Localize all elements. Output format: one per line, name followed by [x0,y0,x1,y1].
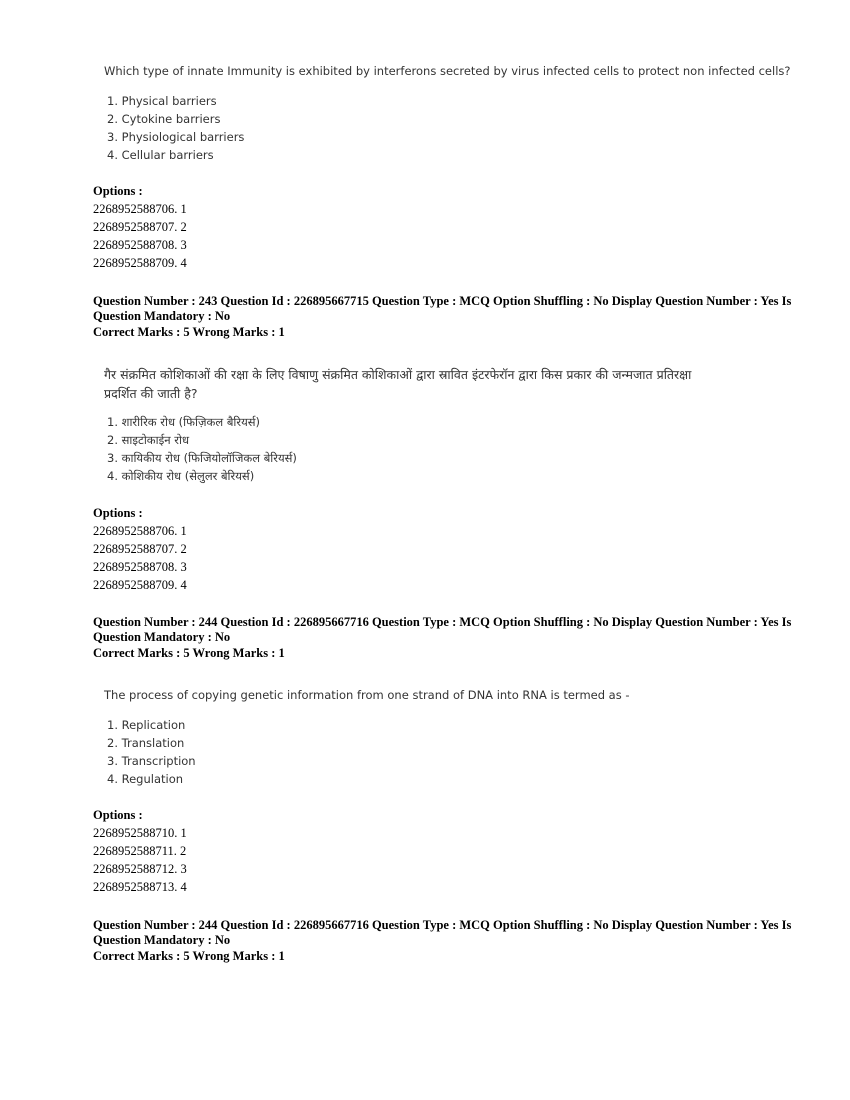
options-label: Options : [93,808,143,822]
question-text: प्रदर्शित की जाती है? [104,386,198,401]
marks-info: Correct Marks : 5 Wrong Marks : 1 [93,646,285,660]
option-id: 2268952588708. 3 [93,238,187,252]
option-id: 2268952588709. 4 [93,578,187,592]
choice-item: 1. शारीरिक रोध (फिज़िकल बैरियर्स) [107,415,260,429]
choice-item: 4. Cellular barriers [107,148,214,162]
choice-item: 2. Cytokine barriers [107,112,221,126]
option-id: 2268952588706. 1 [93,524,187,538]
choice-item: 2. Translation [107,736,185,750]
marks-info: Correct Marks : 5 Wrong Marks : 1 [93,325,285,339]
marks-info: Correct Marks : 5 Wrong Marks : 1 [93,949,285,963]
choice-item: 1. Replication [107,718,186,732]
question-meta: Question Mandatory : No [93,933,231,947]
choice-item: 2. साइटोकाईन रोध [107,433,190,447]
option-id: 2268952588710. 1 [93,826,187,840]
question-meta: Question Mandatory : No [93,630,231,644]
choice-item: 4. कोशिकीय रोध (सेलुलर बेरियर्स) [107,469,255,483]
choice-item: 1. Physical barriers [107,94,217,108]
choice-item: 3. Physiological barriers [107,130,245,144]
option-id: 2268952588711. 2 [93,844,187,858]
options-label: Options : [93,184,143,198]
option-id: 2268952588713. 4 [93,880,187,894]
question-meta: Question Number : 244 Question Id : 226895667716 Question Type : MCQ Option Shuffling : No Display Question Number : Yes Is [93,918,792,932]
option-id: 2268952588706. 1 [93,202,187,216]
option-id: 2268952588707. 2 [93,220,187,234]
choice-item: 3. कायिकीय रोध (फिजियोलॉजिकल बेरियर्स) [107,451,297,465]
question-text: Which type of innate Immunity is exhibited by interferons secreted by virus infected cells to protect non infected cells? [104,64,791,78]
choice-item: 3. Transcription [107,754,196,768]
option-id: 2268952588712. 3 [93,862,187,876]
question-meta: Question Mandatory : No [93,309,231,323]
options-label: Options : [93,506,143,520]
question-text: गैर संक्रमित कोशिकाओं की रक्षा के लिए विषाणु संक्रमित कोशिकाओं द्वारा स्रावित इंटरफेरॉन द्वारा किस प्रकार की जन्मजात प्रतिरक्षा [104,367,692,382]
question-meta: Question Number : 243 Question Id : 226895667715 Question Type : MCQ Option Shuffling : No Display Question Number : Yes Is [93,294,792,308]
option-id: 2268952588709. 4 [93,256,187,270]
question-meta: Question Number : 244 Question Id : 226895667716 Question Type : MCQ Option Shuffling : No Display Question Number : Yes Is [93,615,792,629]
option-id: 2268952588708. 3 [93,560,187,574]
option-id: 2268952588707. 2 [93,542,187,556]
choice-item: 4. Regulation [107,772,184,786]
question-text: The process of copying genetic information from one strand of DNA into RNA is termed as - [104,688,630,702]
